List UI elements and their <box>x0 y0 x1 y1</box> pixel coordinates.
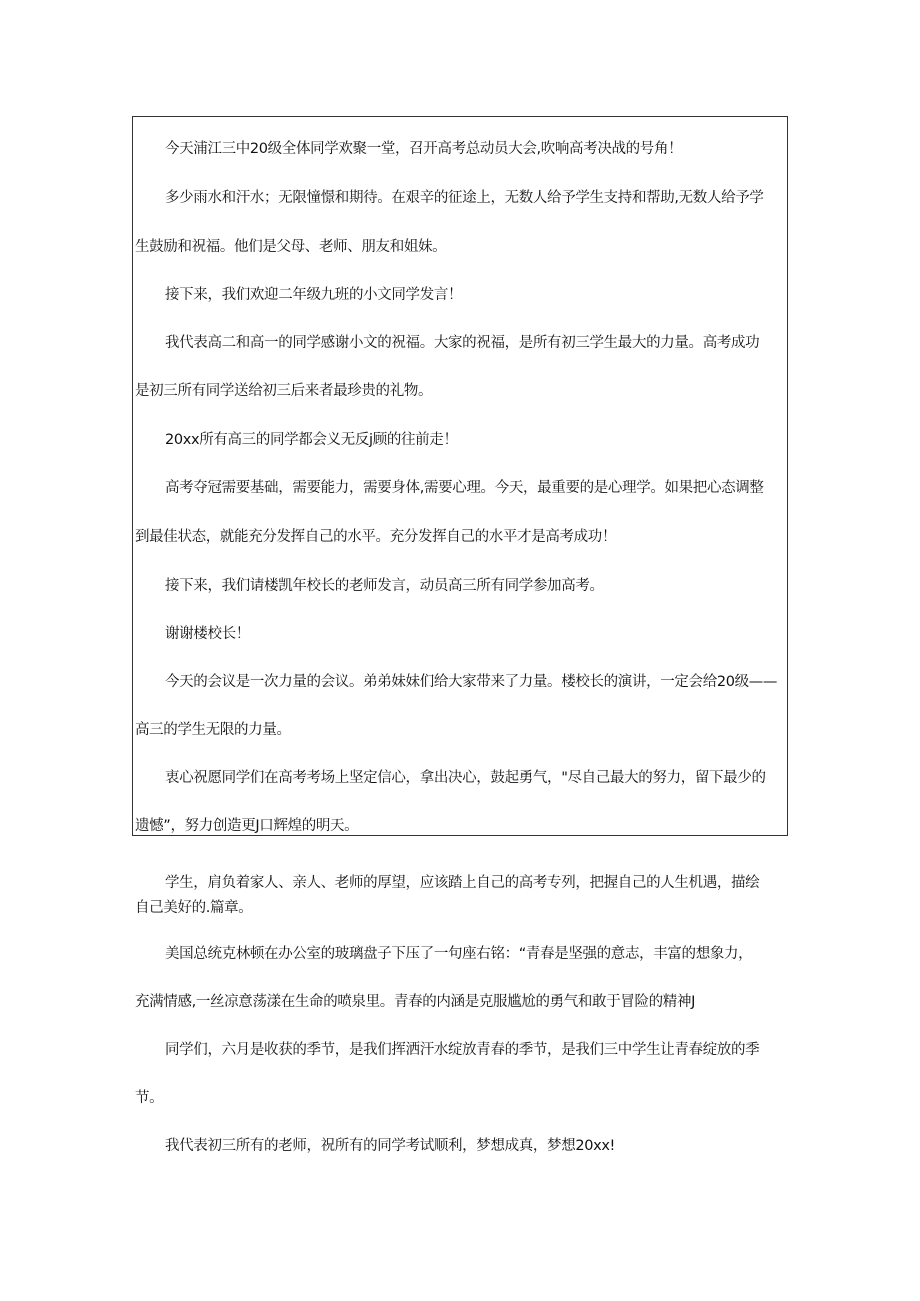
body-paragraph-line: 充满情感,一丝凉意荡漾在生命的喷泉里。青春的内涵是克服尴尬的勇气和敢于冒险的精神J <box>135 994 696 1010</box>
box-paragraph-line: 接下来，我们欢迎二年级九班的小文同学发言！ <box>165 287 463 303</box>
box-paragraph-line: 谢谢楼校长！ <box>165 626 250 642</box>
box-paragraph-line: 我代表高二和高一的同学感谢小文的祝福。大家的祝福，是所有初三学生最大的力量。高考成功 <box>165 335 760 351</box>
body-paragraph-line: 我代表初三所有的老师，祝所有的同学考试顺利，梦想成真，梦想20xx! <box>165 1138 616 1154</box>
box-paragraph-line: 生鼓励和祝福。他们是父母、老师、朋友和姐妹。 <box>135 239 447 255</box>
box-paragraph-line: 接下来，我们请楼凯年校长的老师发言，动员高三所有同学参加高考。 <box>165 578 604 594</box>
box-paragraph-line: 今天浦江三中20级全体同学欢聚一堂，召开高考总动员大会,吹响高考决战的号角！ <box>165 141 683 157</box>
body-paragraph-line: 学生，肩负着家人、亲人、老师的厚望，应该踏上自己的高考专列，把握自己的人生机遇，描绘 <box>165 875 760 891</box>
body-paragraph-line: 美国总统克林顿在办公室的玻璃盘子下压了一句座右铭：“青春是坚强的意志，丰富的想象力， <box>165 946 753 962</box>
box-paragraph-line: 到最佳状态，就能充分发挥自己的水平。充分发挥自己的水平才是高考成功！ <box>135 529 617 545</box>
box-paragraph-line: 是初三所有同学送给初三后来者最珍贵的礼物。 <box>135 383 433 399</box>
box-paragraph-line: 衷心祝愿同学们在高考考场上坚定信心，拿出决心，鼓起勇气，"尽自己最大的努力，留下最少的 <box>165 770 766 786</box>
box-paragraph-line: 20xx所有高三的同学都会义无反j顾的往前走！ <box>165 432 458 448</box>
box-paragraph-line: 高考夺冠需要基础，需要能力，需要身体,需要心理。今天，最重要的是心理学。如果把心态调整 <box>165 480 764 496</box>
box-paragraph-line: 多少雨水和汗水；无限憧憬和期待。在艰辛的征途上，无数人给予学生支持和帮助,无数人给予学 <box>165 190 764 206</box>
box-paragraph-line: 高三的学生无限的力量。 <box>135 722 291 738</box>
box-paragraph-line: 遗憾”，努力创造更J口辉煌的明天。 <box>135 818 359 834</box>
body-paragraph-line: 节。 <box>135 1090 164 1106</box>
body-paragraph-line: 自己美好的.篇章。 <box>135 900 253 916</box>
box-paragraph-line: 今天的会议是一次力量的会议。弟弟妹妹们给大家带来了力量。楼校长的演讲，一定会给20级—— <box>165 674 778 690</box>
body-paragraph-line: 同学们，六月是收获的季节，是我们挥洒汗水绽放青春的季节，是我们三中学生让青春绽放的季 <box>165 1042 760 1058</box>
